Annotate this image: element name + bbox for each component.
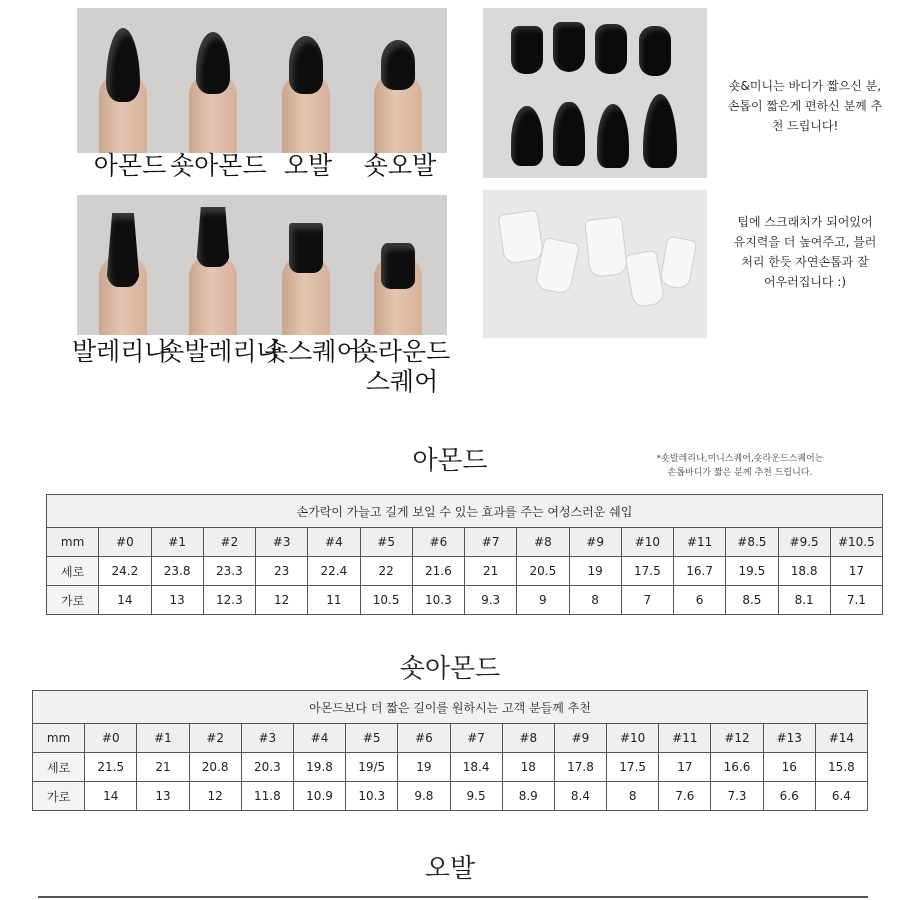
short-square-nail-image: [289, 223, 323, 273]
table-row: [33, 753, 868, 782]
table-size-header: #10.5: [830, 528, 882, 557]
table-cell: 21.5: [85, 753, 137, 782]
table-cell: 16.7: [674, 557, 726, 586]
table-cell: 17.5: [607, 753, 659, 782]
table-cell: 7.6: [659, 782, 711, 811]
table-cell: 23: [256, 557, 308, 586]
table-row: [33, 782, 868, 811]
shape-label-short-ballerina: 숏발레리나: [160, 337, 281, 366]
shape-label-ballerina: 발레리나: [72, 337, 169, 366]
table-cell: 19: [569, 557, 621, 586]
clear-tip-image: [498, 209, 545, 264]
table-unit-header: mm: [47, 528, 99, 557]
table-size-header: #3: [241, 724, 293, 753]
table-size-header: #3: [256, 528, 308, 557]
table-cell: 22: [360, 557, 412, 586]
table-cell: 23.8: [151, 557, 203, 586]
table-size-header: #0: [85, 724, 137, 753]
table-cell: 20.3: [241, 753, 293, 782]
oval-nail-image: [289, 36, 323, 94]
table-cell: 13: [151, 586, 203, 615]
table-size-header: #10: [607, 724, 659, 753]
table-size-header: #6: [412, 528, 464, 557]
short-oval-nail-image: [381, 40, 415, 90]
table-cell: 23.3: [203, 557, 255, 586]
table-size-header: #8: [517, 528, 569, 557]
shape-label-almond: 아몬드: [93, 151, 167, 180]
table-cell: 20.5: [517, 557, 569, 586]
almond-table-caption: 손가락이 가늘고 길게 보일 수 있는 효과를 주는 여성스러운 쉐입: [47, 495, 883, 528]
table-cell: 19/5: [346, 753, 398, 782]
table-cell: 15.8: [815, 753, 867, 782]
table-cell: 14: [85, 782, 137, 811]
shape-label-short-oval: 숏오발: [363, 151, 437, 180]
table-cell: 8.9: [502, 782, 554, 811]
table-size-header: #4: [293, 724, 345, 753]
table-size-header: #9: [554, 724, 606, 753]
table-cell: 9.3: [465, 586, 517, 615]
almond-side-note: *숏발레리나,미니스퀘어,숏라운드스퀘어는 손톱바디가 짧은 분께 추천 드립니다.: [656, 454, 824, 478]
table-cell: 7.3: [711, 782, 763, 811]
table-size-header: #7: [450, 724, 502, 753]
table-cell: 6.4: [815, 782, 867, 811]
table-cell: 6: [674, 586, 726, 615]
table-cell: 22.4: [308, 557, 360, 586]
table-cell: 8.4: [554, 782, 606, 811]
table-cell: 10.3: [412, 586, 464, 615]
short-almond-table-caption: 아몬드보다 더 짧은 길이를 원하시는 고객 분들께 추천: [33, 691, 868, 724]
table-cell: 9: [517, 586, 569, 615]
table-size-header: #4: [308, 528, 360, 557]
oval-table-top-border: [38, 896, 868, 898]
nail-shape-photo-top: [77, 8, 447, 153]
table-cell: 24.2: [99, 557, 151, 586]
nail-shape-photo-bottom: [77, 195, 447, 335]
black-tip-image: [595, 24, 627, 74]
black-tip-image: [511, 106, 543, 166]
finger-image: [189, 255, 237, 335]
table-cell: 9.5: [450, 782, 502, 811]
table-cell: 16.6: [711, 753, 763, 782]
shape-label-short-almond: 숏아몬드: [170, 151, 267, 180]
table-cell: 19: [398, 753, 450, 782]
almond-section-title: 아몬드: [412, 446, 488, 476]
table-cell: 9.8: [398, 782, 450, 811]
table-cell: 21.6: [412, 557, 464, 586]
table-size-header: #13: [763, 724, 815, 753]
table-row-label: 세로: [47, 557, 99, 586]
table-cell: 7: [621, 586, 673, 615]
table-size-header: #8: [502, 724, 554, 753]
table-cell: 19.8: [293, 753, 345, 782]
table-cell: 16: [763, 753, 815, 782]
table-size-header: #11: [674, 528, 726, 557]
table-cell: 8: [569, 586, 621, 615]
table-size-header: #2: [203, 528, 255, 557]
table-cell: 10.9: [293, 782, 345, 811]
table-cell: 7.1: [830, 586, 882, 615]
short-mini-note: 숏&미니는 바디가 짧으신 분, 손톱이 짧은게 편하신 분께 추 천 드립니다!: [727, 79, 883, 133]
table-unit-header: mm: [33, 724, 85, 753]
shape-label-short-round-square: 숏라운드 스퀘어: [353, 337, 451, 396]
black-tip-image: [643, 94, 677, 168]
table-cell: 17: [830, 557, 882, 586]
black-tip-image: [597, 104, 629, 168]
table-cell: 10.5: [360, 586, 412, 615]
table-cell: 12: [189, 782, 241, 811]
ballerina-nail-image: [106, 213, 140, 287]
table-size-header: #1: [151, 528, 203, 557]
table-cell: 17.8: [554, 753, 606, 782]
almond-size-table: [46, 494, 883, 615]
short-almond-nail-image: [196, 32, 230, 94]
clear-tip-image: [659, 236, 697, 290]
table-cell: 8.5: [726, 586, 778, 615]
table-row: [47, 557, 883, 586]
table-size-header: #5: [360, 528, 412, 557]
black-tip-image: [639, 26, 671, 76]
table-size-header: #1: [137, 724, 189, 753]
table-cell: 14: [99, 586, 151, 615]
table-cell: 17.5: [621, 557, 673, 586]
table-cell: 17: [659, 753, 711, 782]
table-cell: 20.8: [189, 753, 241, 782]
table-size-header: #12: [711, 724, 763, 753]
short-almond-section-title: 숏아몬드: [399, 654, 501, 684]
scratch-note: 팁에 스크래치가 되어있어 유지력을 더 높여주고, 블러 처리 한듯 자연손톱과 잘 어우러집니다 :): [733, 215, 877, 289]
clear-tip-image: [625, 250, 666, 309]
table-cell: 21: [137, 753, 189, 782]
almond-nail-image: [106, 28, 140, 102]
table-cell: 12.3: [203, 586, 255, 615]
table-size-header: #2: [189, 724, 241, 753]
table-size-header: #14: [815, 724, 867, 753]
table-row-label: 가로: [47, 586, 99, 615]
table-cell: 8.1: [778, 586, 830, 615]
table-cell: 6.6: [763, 782, 815, 811]
table-cell: 12: [256, 586, 308, 615]
table-cell: 10.3: [346, 782, 398, 811]
table-cell: 18.8: [778, 557, 830, 586]
table-size-header: #10: [621, 528, 673, 557]
table-size-header: #6: [398, 724, 450, 753]
table-row-label: 가로: [33, 782, 85, 811]
table-row-label: 세로: [33, 753, 85, 782]
table-size-header: #11: [659, 724, 711, 753]
table-size-header: #7: [465, 528, 517, 557]
table-size-header: #9.5: [778, 528, 830, 557]
table-size-header: #5: [346, 724, 398, 753]
table-cell: 11: [308, 586, 360, 615]
shape-label-short-square: 숏스퀘어: [264, 337, 361, 366]
table-size-header: #8.5: [726, 528, 778, 557]
table-cell: 18.4: [450, 753, 502, 782]
black-tips-photo: [483, 8, 707, 178]
table-size-header: #9: [569, 528, 621, 557]
table-cell: 13: [137, 782, 189, 811]
black-tip-image: [553, 102, 585, 166]
table-cell: 8: [607, 782, 659, 811]
table-cell: 21: [465, 557, 517, 586]
short-round-square-nail-image: [381, 243, 415, 289]
table-cell: 11.8: [241, 782, 293, 811]
short-ballerina-nail-image: [196, 207, 230, 267]
table-cell: 19.5: [726, 557, 778, 586]
black-tip-image: [511, 26, 543, 74]
shape-label-oval: 오발: [283, 151, 333, 180]
clear-tips-photo: [483, 190, 707, 338]
black-tip-image: [553, 22, 585, 72]
clear-tip-image: [584, 216, 628, 278]
table-cell: 18: [502, 753, 554, 782]
table-size-header: #0: [99, 528, 151, 557]
short-almond-size-table: [32, 690, 868, 811]
table-row: [47, 586, 883, 615]
oval-section-title: 오발: [424, 854, 476, 884]
